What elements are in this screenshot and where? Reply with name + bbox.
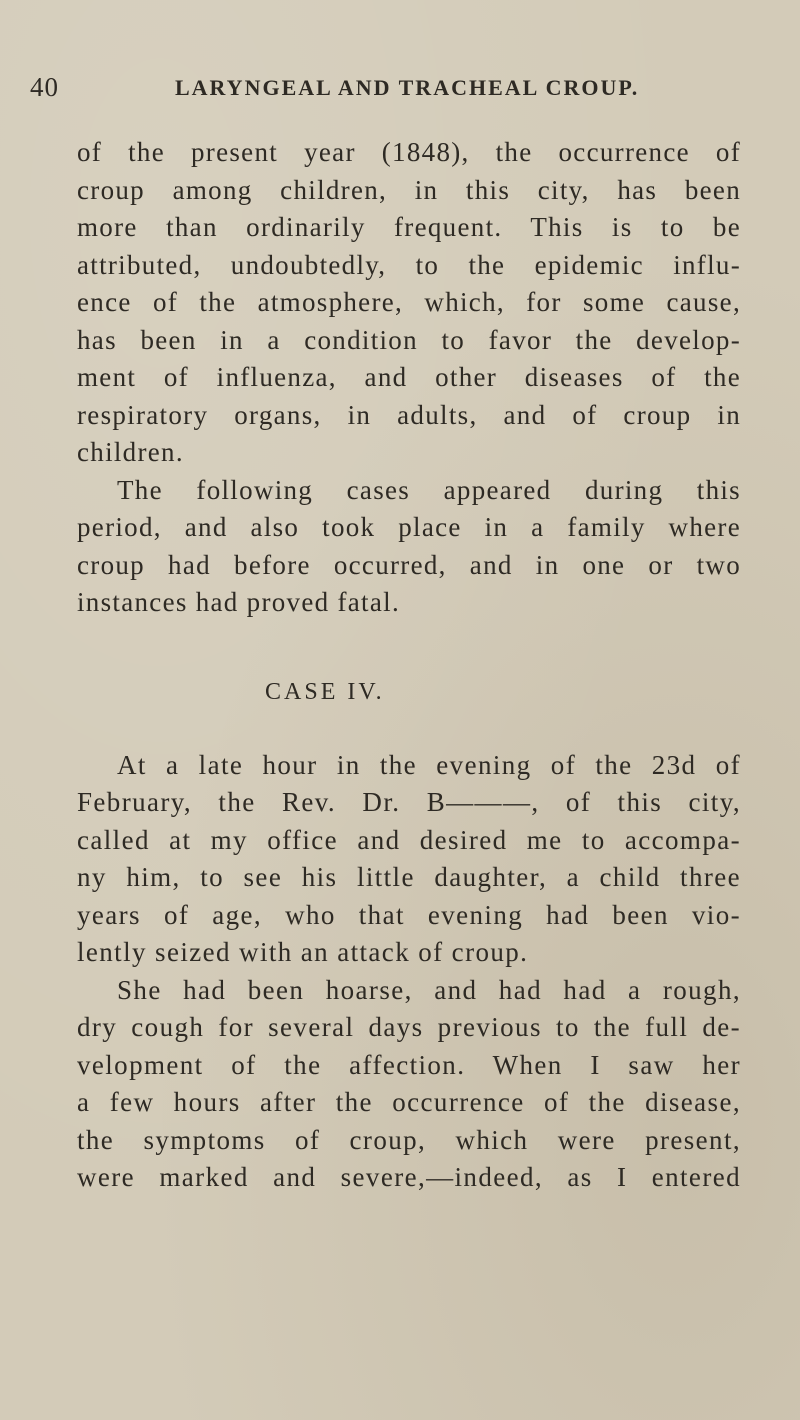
spacer (77, 711, 741, 747)
text-line: ment of influenza, and other diseases of the (77, 362, 741, 392)
text-line: has been in a condition to favor the develop- (77, 324, 741, 355)
page-number: 40 (30, 72, 59, 102)
text-line: called at my office and desired me to accompa- (77, 824, 741, 855)
paragraph-4 (77, 972, 741, 1197)
text-line: attributed, undoubtedly, to the epidemic influ- (77, 249, 741, 280)
page-header (30, 72, 750, 112)
paragraph-1 (77, 134, 741, 472)
text-line: more than ordinarily frequent. This is to be (77, 212, 741, 242)
text-line: instances had proved fatal. (77, 587, 400, 617)
text-line: velopment of the affection. When I saw her (77, 1049, 741, 1080)
paragraph-3 (77, 747, 741, 972)
text-line: lently seized with an attack of croup. (77, 937, 529, 967)
text-line: period, and also took place in a family where (77, 512, 741, 542)
text-line: ence of the atmosphere, which, for some cause, (77, 287, 741, 317)
text-line: At a late hour in the evening of the 23d of (117, 749, 741, 780)
text-line: dry cough for several days previous to the full de- (77, 1012, 741, 1042)
text-line: croup had before occurred, and in one or two (77, 549, 741, 580)
spacer (77, 622, 741, 674)
text-line: a few hours after the occurrence of the disease, (77, 1087, 741, 1117)
text-line: croup among children, in this city, has been (77, 174, 741, 205)
paragraph-2 (77, 472, 741, 622)
text-line: children. (77, 437, 184, 467)
case-heading: CASE IV. (265, 678, 385, 705)
text-line: She had been hoarse, and had had a rough, (117, 974, 741, 1005)
body-text (77, 134, 741, 1197)
text-line: years of age, who that evening had been vio- (77, 899, 741, 930)
text-line: ny him, to see his little daughter, a child three (77, 862, 741, 892)
text-line: February, the Rev. Dr. B———, of this city, (77, 787, 741, 817)
text-line: were marked and severe,—indeed, as I entered (77, 1162, 741, 1192)
text-line: respiratory organs, in adults, and of croup in (77, 399, 741, 430)
text-line: the symptoms of croup, which were present, (77, 1124, 741, 1155)
text-line: The following cases appeared during this (117, 474, 741, 505)
text-line: of the present year (1848), the occurrence of (77, 137, 741, 167)
running-title: LARYNGEAL AND TRACHEAL CROUP. (175, 75, 640, 100)
